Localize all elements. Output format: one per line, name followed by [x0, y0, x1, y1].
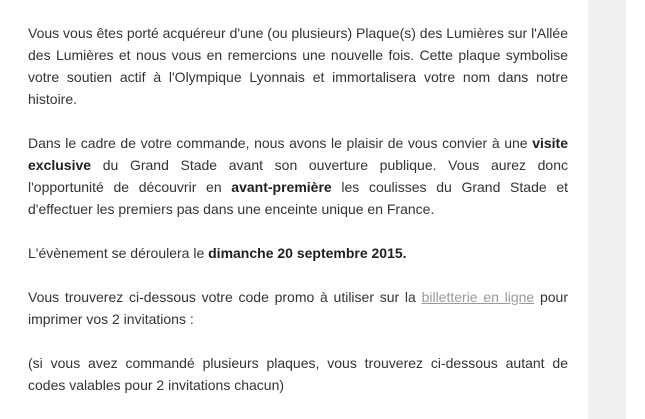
paragraph-intro: Vous vous êtes porté acquéreur d'une (ou plusieurs) Plaque(s) des Lumières sur l'Allée des Lumières et nous vous en remercions une nouvelle fois. Cette plaque symbolise votre soutien actif à l'Olympique Lyonnais et immortalisera votre nom dans notre histoire.: [28, 25, 568, 107]
ticketing-link[interactable]: billetterie en ligne: [421, 289, 535, 305]
invitation-highlight-preview: avant-première: [231, 179, 332, 195]
promo-text-1: Vous trouverez ci-dessous votre code promo à utiliser sur la: [28, 289, 422, 305]
invitation-highlight-visit: visite exclusive: [28, 135, 568, 173]
paragraph-promo-code: [28, 286, 568, 330]
invitation-text-3: les coulisses du Grand Stade et d'effectuer les premiers pas dans une enceinte unique en France.: [28, 179, 568, 217]
email-content: [28, 22, 568, 418]
paragraph-event-date: [28, 242, 568, 264]
paragraph-invitation: [28, 132, 568, 220]
right-edge-panel: [626, 0, 645, 419]
event-date-text: L'évènement se déroulera le: [28, 245, 209, 261]
paragraph-multiple-codes-note: (si vous avez commandé plusieurs plaques, vous trouverez ci-dessous autant de codes valables pour 2 invitations chacun): [28, 355, 568, 393]
event-date-value: dimanche 20 septembre 2015.: [208, 245, 407, 261]
invitation-text-1: Dans le cadre de votre commande, nous avons le plaisir de vous convier à une: [28, 135, 533, 151]
invitation-text-2: du Grand Stade avant son ouverture publique. Vous aurez donc l'opportunité de découvrir en: [28, 157, 568, 195]
promo-text-2: pour imprimer vos 2 invitations :: [28, 289, 568, 327]
